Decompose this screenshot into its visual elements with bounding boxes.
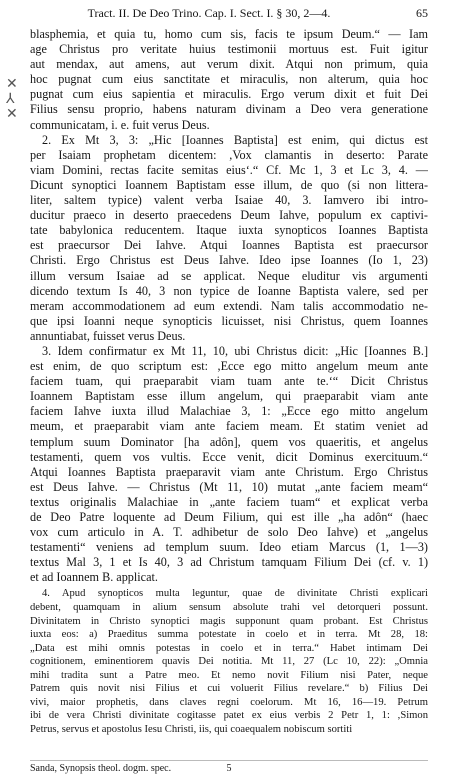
text-line: meum, et praeparabit viam ante faciem meam. Et statim veniet ad [30,419,428,434]
text-line: Atqui Ioannes Baptista praeparavit viam ante Christum. Ergo Christus [30,464,428,479]
text-line: aut mendax, aut amens, aut verum dixit. Atqui non primum, quia [30,57,428,72]
text-line: testamenti“ veniens ad templum suum. Ideo etiam Marcus (1, 1—3) [30,540,428,555]
page-number: 65 [416,6,428,20]
text-line: hoc pugnat cum eius sanctitate et miraculis, non alterum, quia hoc [30,72,428,87]
paragraph-section-2 [30,133,428,344]
page-footer [30,762,428,776]
text-line: et ad Ioannem B. applicat. [30,570,158,585]
text-line: faciem tuam, qui praeparabit viam tuam ante te.‘“ Dicit Christus [30,374,428,389]
paragraph-section-3 [30,344,428,586]
text-line: per Isaiam prophetam dicentem: ,Vox clamantis in deserto: Parate [30,147,428,162]
text-line: age Christus pro veritate huius testimonii mortuus est. Fuit igitur [30,42,428,57]
text-line: est praecursor Dei Iahve. Atqui Ioannes Baptista est praecursor [30,238,428,253]
text-line: vox cum articulo in A. T. adhibetur de solo Deo Iahve) et „angelus [30,525,428,540]
text-line: ibi de vera Christi divinitate cogitasse patet ex eius verbis 2 Petr 1, 1: ,Simon [30,710,428,722]
text-line: de Deo Patre loquente ad Deum Filium, qui est ille „ha adôn“ (haec [30,510,428,524]
footer-book-title: Sanda, Synopsis theol. dogm. spec. [30,763,172,774]
footer-rule [30,760,428,761]
text-line: Filius sensu proprio, habens naturam divinam a Deo vera generatione [30,102,428,117]
text-line: 3. Idem confirmatur ex Mt 11, 10, ubi Christus dicit: „Hic [Ioannes B.] [42,343,428,358]
margin-annotation-mark: ⅄ [6,91,15,107]
page-body [30,27,428,736]
text-line: textus originalis Malachiae in „ante faciem tuam“ et explicat verba [30,494,428,509]
text-line: annuntiabat, fuisset verus Deus. [30,328,186,343]
text-line: textus Mal 3, 1 et Is 40, 3 ad Christum tamquam Filium Dei (cf. v. 1) [30,555,428,570]
text-line: Christi. Ergo Christus est Deus Iahve. Ideo ipse Ioannes (Io 1, 23) [30,253,428,268]
text-line: blasphemia, et quia tu, homo cum sis, facis te ipsum Deum.“ — Iam [30,27,428,41]
paragraph-section-4-small-print [30,587,428,736]
text-line: „Data est mihi omnis potestas in coelo et in terra.“ Habet intimam Dei [30,642,428,654]
text-line: que ipsi Ioanni neque synopticis licuisset, nisi Christus, quem Ioannes [30,313,428,328]
text-line: communicatam, i. e. fuit verus Deus. [30,117,210,132]
text-line: vivi, maior prophetis, dans claves regni coelorum. Mt 16, 16—19. Petrum [30,696,428,708]
text-line: iuxta eos: a) Praeditus summa potestate in coelo et in terra. Mt 28, 18: [30,629,428,641]
text-line: pugnat cum eius sapientia et miraculis. Ergo verum dixit et fuit Dei [30,87,428,102]
text-line: est enim, de quo scriptum est: ,Ecce ego mitto angelum meum ante [30,359,428,374]
text-line: ducitur praeco in deserto praecedens Deum Iahve, populum ex captivi- [30,208,428,223]
text-line: Patrem quis novit nisi Filius et cui voluerit Filius revelare.“ b) Filius Dei [30,683,428,695]
text-line: Divinitatem in Christo synoptici magis supponunt quam probant. Est Christus [30,615,428,627]
text-line: debent, quamquam in alium sensum absolute trahi vel detorqueri possunt. [30,602,428,614]
running-header [30,4,428,22]
text-line: est Deus Iahve. — Christus (Mt 11, 10) mutat „ante faciem meam“ [30,479,428,494]
text-line: cognitionem, eminentiorem quavis Dei notitia. Mt 11, 27 (Lc 10, 22): „Omnia [30,656,428,668]
text-line: 2. Ex Mt 3, 3: „Hic [Ioannes Baptista] est enim, qui dictus est [42,132,428,147]
text-line: Ioannem Baptistam esse illum angelum, qui praeparabit viam ante [30,389,428,404]
text-line: testamenti, quem vos vultis. Ecce venit, dicit Dominus exercituum.“ [30,449,428,464]
text-line: tate babylonica reducentem. Itaque iuxta synopticos Ioannes Baptista [30,223,428,238]
running-title: Tract. II. De Deo Trino. Cap. I. Sect. I. § 30, 2—4. [87,6,331,20]
text-line: mihi tradita sunt a Patre meo. Et nemo novit Filium nisi Pater, neque [30,669,428,681]
text-line: Petrus, servus et apostolus Iesu Christi, iis, qui coaequalem nobiscum sortiti [30,723,353,735]
footer-signature-mark: 5 [226,763,232,774]
paragraph-blasphemia [30,27,428,133]
text-line: dicendo textum Is 40, 3 non typice de Ioanne Baptista valere, sed per [30,283,428,298]
text-line: Dicunt synoptici Ioannem Baptistam esse illum, de quo (si non littera- [30,177,428,192]
text-line: viam Domini, rectas facite semitas eius‘.“ Cf. Mc 1, 3 et Lc 3, 4. — [30,162,428,177]
text-line: faciem Iahve iuxta illud Malachiae 3, 1: „Ecce ego mitto angelum [30,404,428,419]
margin-annotation-mark: ✕ [6,106,18,122]
text-line: liter, saltem typice) valent verba Isaiae 40, 3. Iamvero ibi intro- [30,193,428,208]
text-line: templum suum Dominator [ha adôn], quem vos quaeritis, et angelus [30,434,428,449]
text-line: meram accommodationem ad eum extendi. Nam talis accommodatio ne- [30,298,428,313]
text-line: illum versum Isaiae ad se applicat. Neque eluditur vis argumenti [30,268,428,283]
text-line: 4. Apud synopticos multa leguntur, quae de divinitate Christi explicari [42,588,428,600]
margin-annotation-mark: ✕ [6,76,18,92]
